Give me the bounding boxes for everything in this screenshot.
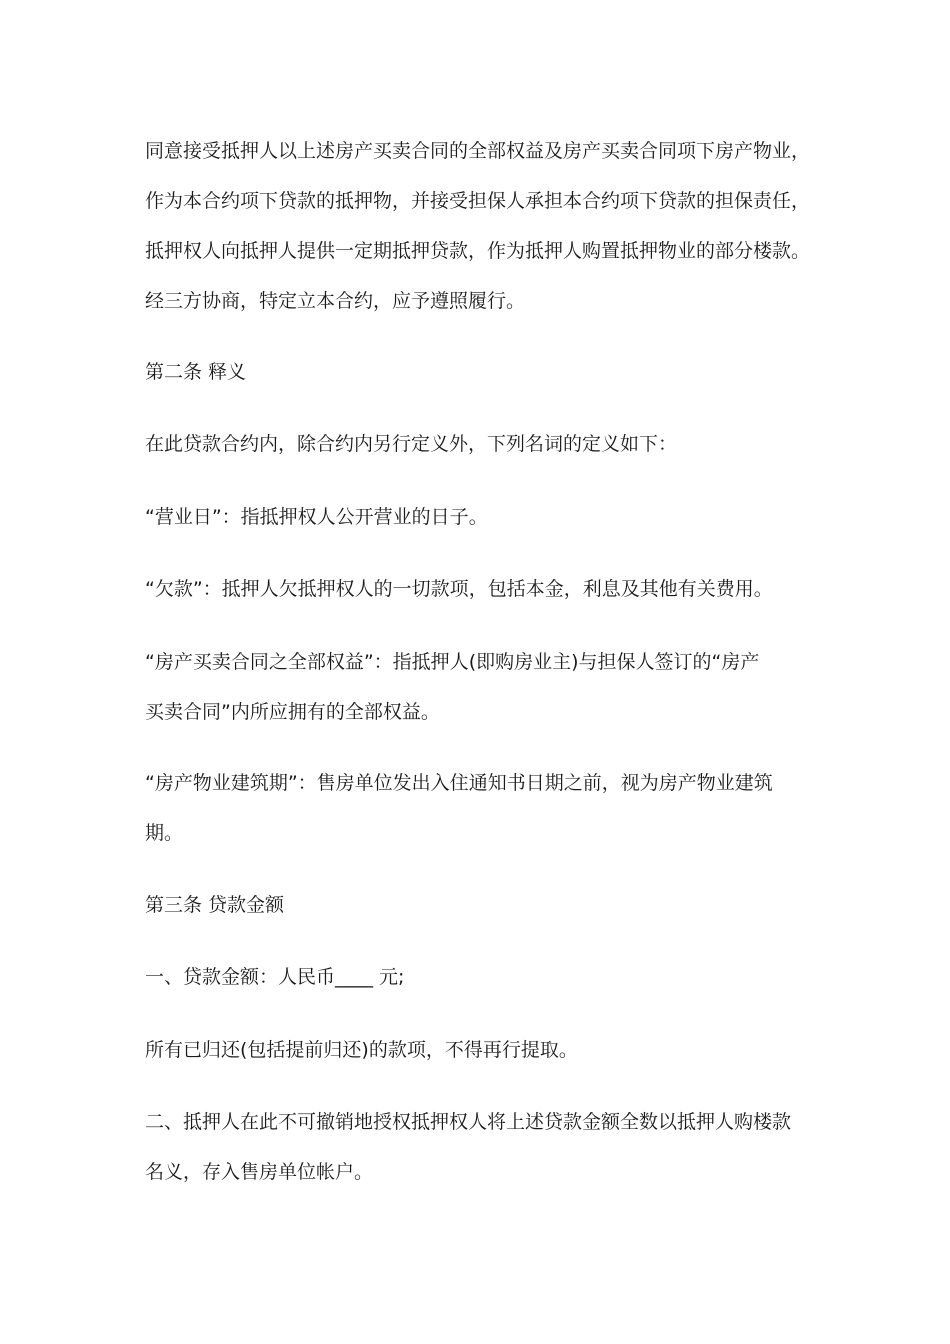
definition-period-line-2: 期。	[145, 822, 184, 844]
definition-arrears: “欠款”：抵押人欠抵押权人的一切款项，包括本金，利息及其他有关费用。	[145, 578, 773, 600]
authorization-clause-line-1: 二、抵押人在此不可撤销地授权抵押权人将上述贷款金额全数以抵押人购楼款	[145, 1111, 792, 1133]
definition-rights-line-1: “房产买卖合同之全部权益”：指抵押人(即购房业主)与担保人签订的“房产	[145, 651, 760, 673]
definition-period-line-1: “房产物业建筑期”：售房单位发出入住通知书日期之前，视为房产物业建筑	[145, 772, 773, 794]
authorization-clause-line-2: 名义，存入售房单位帐户。	[145, 1161, 374, 1183]
article-2-lead: 在此贷款合约内，除合约内另行定义外，下列名词的定义如下：	[145, 433, 678, 455]
article-3-heading: 第三条 贷款金额	[145, 894, 285, 916]
intro-line-2: 作为本合约项下贷款的抵押物，并接受担保人承担本合约项下贷款的担保责任，	[145, 190, 811, 212]
loan-amount-clause: 一、贷款金额：人民币____ 元;	[145, 966, 405, 988]
article-2-heading: 第二条 释义	[145, 361, 247, 383]
intro-line-3: 抵押权人向抵押人提供一定期抵押贷款，作为抵押人购置抵押物业的部分楼款。	[145, 240, 811, 262]
definition-rights-line-2: 买卖合同”内所应拥有的全部权益。	[145, 701, 440, 723]
intro-line-1: 同意接受抵押人以上述房产买卖合同的全部权益及房产买卖合同项下房产物业，	[145, 140, 811, 162]
repaid-clause: 所有已归还(包括提前归还)的款项，不得再行提取。	[145, 1039, 578, 1061]
intro-line-4: 经三方协商，特定立本合约，应予遵照履行。	[145, 290, 526, 312]
definition-business-day: “营业日”：指抵押权人公开营业的日子。	[145, 506, 488, 528]
